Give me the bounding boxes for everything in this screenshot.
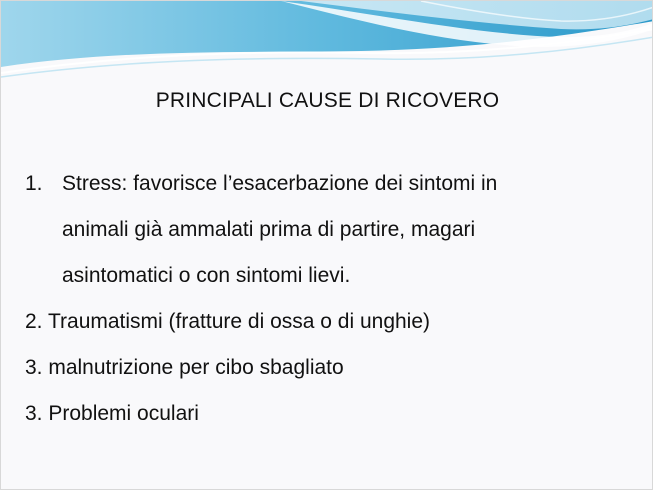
list-item-2: 2. Traumatismi (fratture di ossa o di unghie): [25, 310, 431, 333]
slide-title: PRINCIPALI CAUSE DI RICOVERO: [155, 89, 500, 112]
list-item-line: animali già ammalati prima di partire, magari: [62, 218, 476, 241]
slide-content: [25, 161, 635, 437]
list-item-line: asintomatici o con sintomi lievi.: [62, 264, 351, 287]
list-item-line: Stress: favorisce l’esacerbazione dei sintomi in: [62, 172, 498, 195]
list-item-number: 1.: [25, 172, 43, 195]
list-item-text: [62, 161, 635, 299]
list-item-3: 3. malnutrizione per cibo sbagliato: [25, 356, 344, 379]
header-wave-decoration: [1, 1, 653, 81]
list-item-1: [25, 161, 635, 299]
list-item-4: 3. Problemi oculari: [25, 402, 199, 425]
